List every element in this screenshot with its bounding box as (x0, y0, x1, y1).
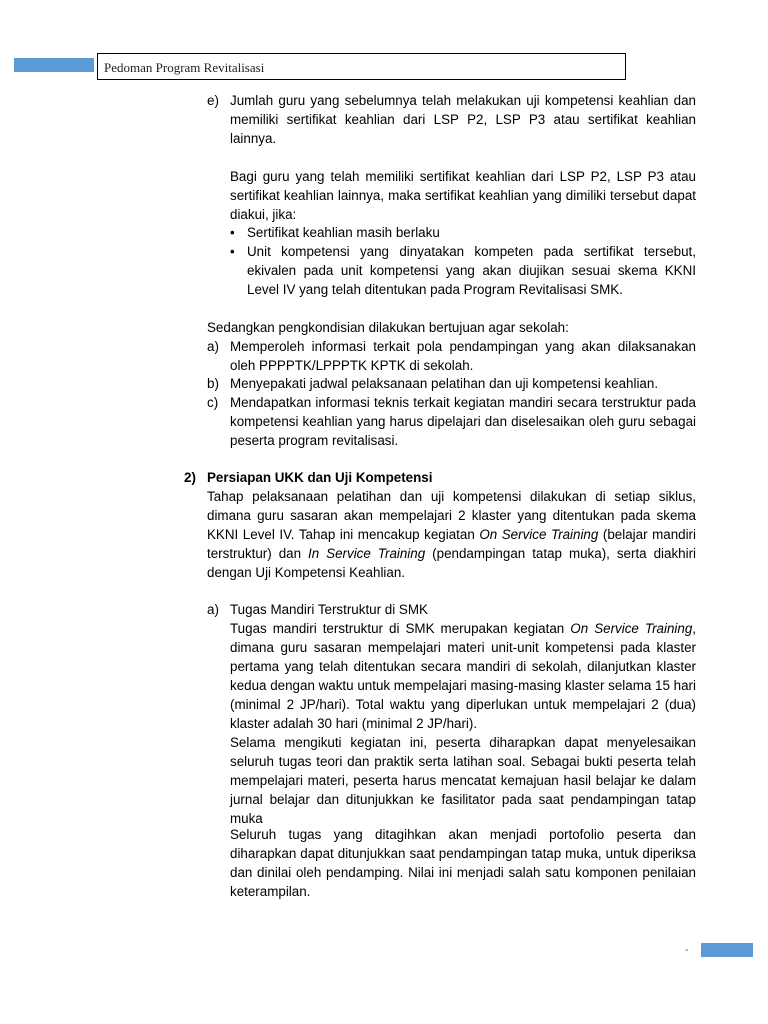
section-title: Persiapan UKK dan Uji Kompetensi (207, 470, 433, 485)
subsection-paragraph-3: Seluruh tugas yang ditagihkan akan menjadi portofolio peserta dan diharapkan dapat ditunjukkan saat pendampingan tatap muka, untuk diperiksa dan dinilai oleh pendamping. Nilai ini menjadi salah satu komponen penilaian keterampilan. (230, 827, 696, 899)
item-e-paragraph: Bagi guru yang telah memiliki sertifikat keahlian dari LSP P2, LSP P3 atau sertifikat keahlian lainnya, maka sertifikat keahlian yang dimiliki tersebut dapat diakui, jika: (230, 169, 696, 222)
subsection-title: Tugas Mandiri Terstruktur di SMK (230, 602, 428, 617)
subsection-marker: a) (207, 602, 219, 617)
footer-accent-bar (701, 943, 753, 957)
subsection-paragraph-1: Tugas mandiri terstruktur di SMK merupakan kegiatan On Service Training, dimana guru sasaran mempelajari materi unit-unit kompetensi pada klaster pertama yang telah ditentukan secara mandiri di sekolah, dilanjutkan klaster kedua dengan waktu untuk mempelajari masing-masing klaster selama 15 hari (minimal 2 JP/hari). Total waktu yang diperlukan untuk mempelajari 2 (dua) klaster adalah 30 hari (minimal 2 JP/hari). (230, 621, 697, 731)
header-title: Pedoman Program Revitalisasi (104, 60, 265, 75)
item-e-text: Jumlah guru yang sebelumnya telah melakukan uji kompetensi keahlian dan memiliki sertifikat keahlian dari LSP P2, LSP P3 atau sertifikat keahlian lainnya. (230, 93, 696, 146)
list-item: Menyepakati jadwal pelaksanaan pelatihan dan uji kompetensi keahlian. (230, 376, 659, 391)
pengkondisian-intro: Sedangkan pengkondisian dilakukan bertujuan agar sekolah: (207, 320, 569, 335)
term-in-service-training: In Service Training (308, 546, 426, 561)
bullet-item: Unit kompetensi yang dinyatakan kompeten pada sertifikat tersebut, ekivalen pada unit kompetensi yang akan diujikan sesuai skema KKNI Level IV yang telah ditentukan pada Program Revitalisasi SMK. (247, 244, 696, 297)
list-item: Mendapatkan informasi teknis terkait kegiatan mandiri secara terstruktur pada kompetensi keahlian yang harus dipelajari dan diselesaikan oleh guru sebagai peserta program revitalisasi. (230, 395, 696, 448)
header-accent-bar (14, 58, 94, 72)
bullet-marker: • (230, 225, 235, 240)
section-number: 2) (184, 470, 196, 485)
section-paragraph: Tahap pelaksanaan pelatihan dan uji kompetensi dilakukan di setiap siklus, dimana guru sasaran akan mempelajari 2 klaster yang ditentukan pada skema KKNI Level IV. Tahap ini mencakup kegiatan On Service Training (belajar mandiri terstruktur) dan In Service Training (pendampingan tatap muka), serta diakhiri dengan Uji Kompetensi Keahlian. (207, 489, 697, 580)
list-marker: b) (207, 376, 219, 391)
subsection-paragraph-2: Selama mengikuti kegiatan ini, peserta diharapkan dapat menyelesaikan seluruh tugas teori dan praktik serta latihan soal. Sebagai bukti peserta telah mempelajari materi, peserta harus mencatat kemajuan hasil belajar ke dalam jurnal belajar dan ditunjukkan ke fasilitator pada saat pendampingan tatap muka (230, 735, 696, 826)
list-marker: c) (207, 395, 219, 410)
running-header (97, 53, 626, 80)
term-on-service-training: On Service Training (479, 527, 599, 542)
term-on-service-training: On Service Training (570, 621, 693, 636)
bullet-item: Sertifikat keahlian masih berlaku (247, 225, 440, 240)
bullet-marker: • (230, 244, 235, 259)
page-number-mark: - (685, 944, 689, 956)
item-e-marker: e) (207, 93, 219, 108)
list-item: Memperoleh informasi terkait pola pendampingan yang akan dilaksanakan oleh PPPPTK/LPPPTK KPTK di sekolah. (230, 339, 696, 373)
list-marker: a) (207, 339, 219, 354)
